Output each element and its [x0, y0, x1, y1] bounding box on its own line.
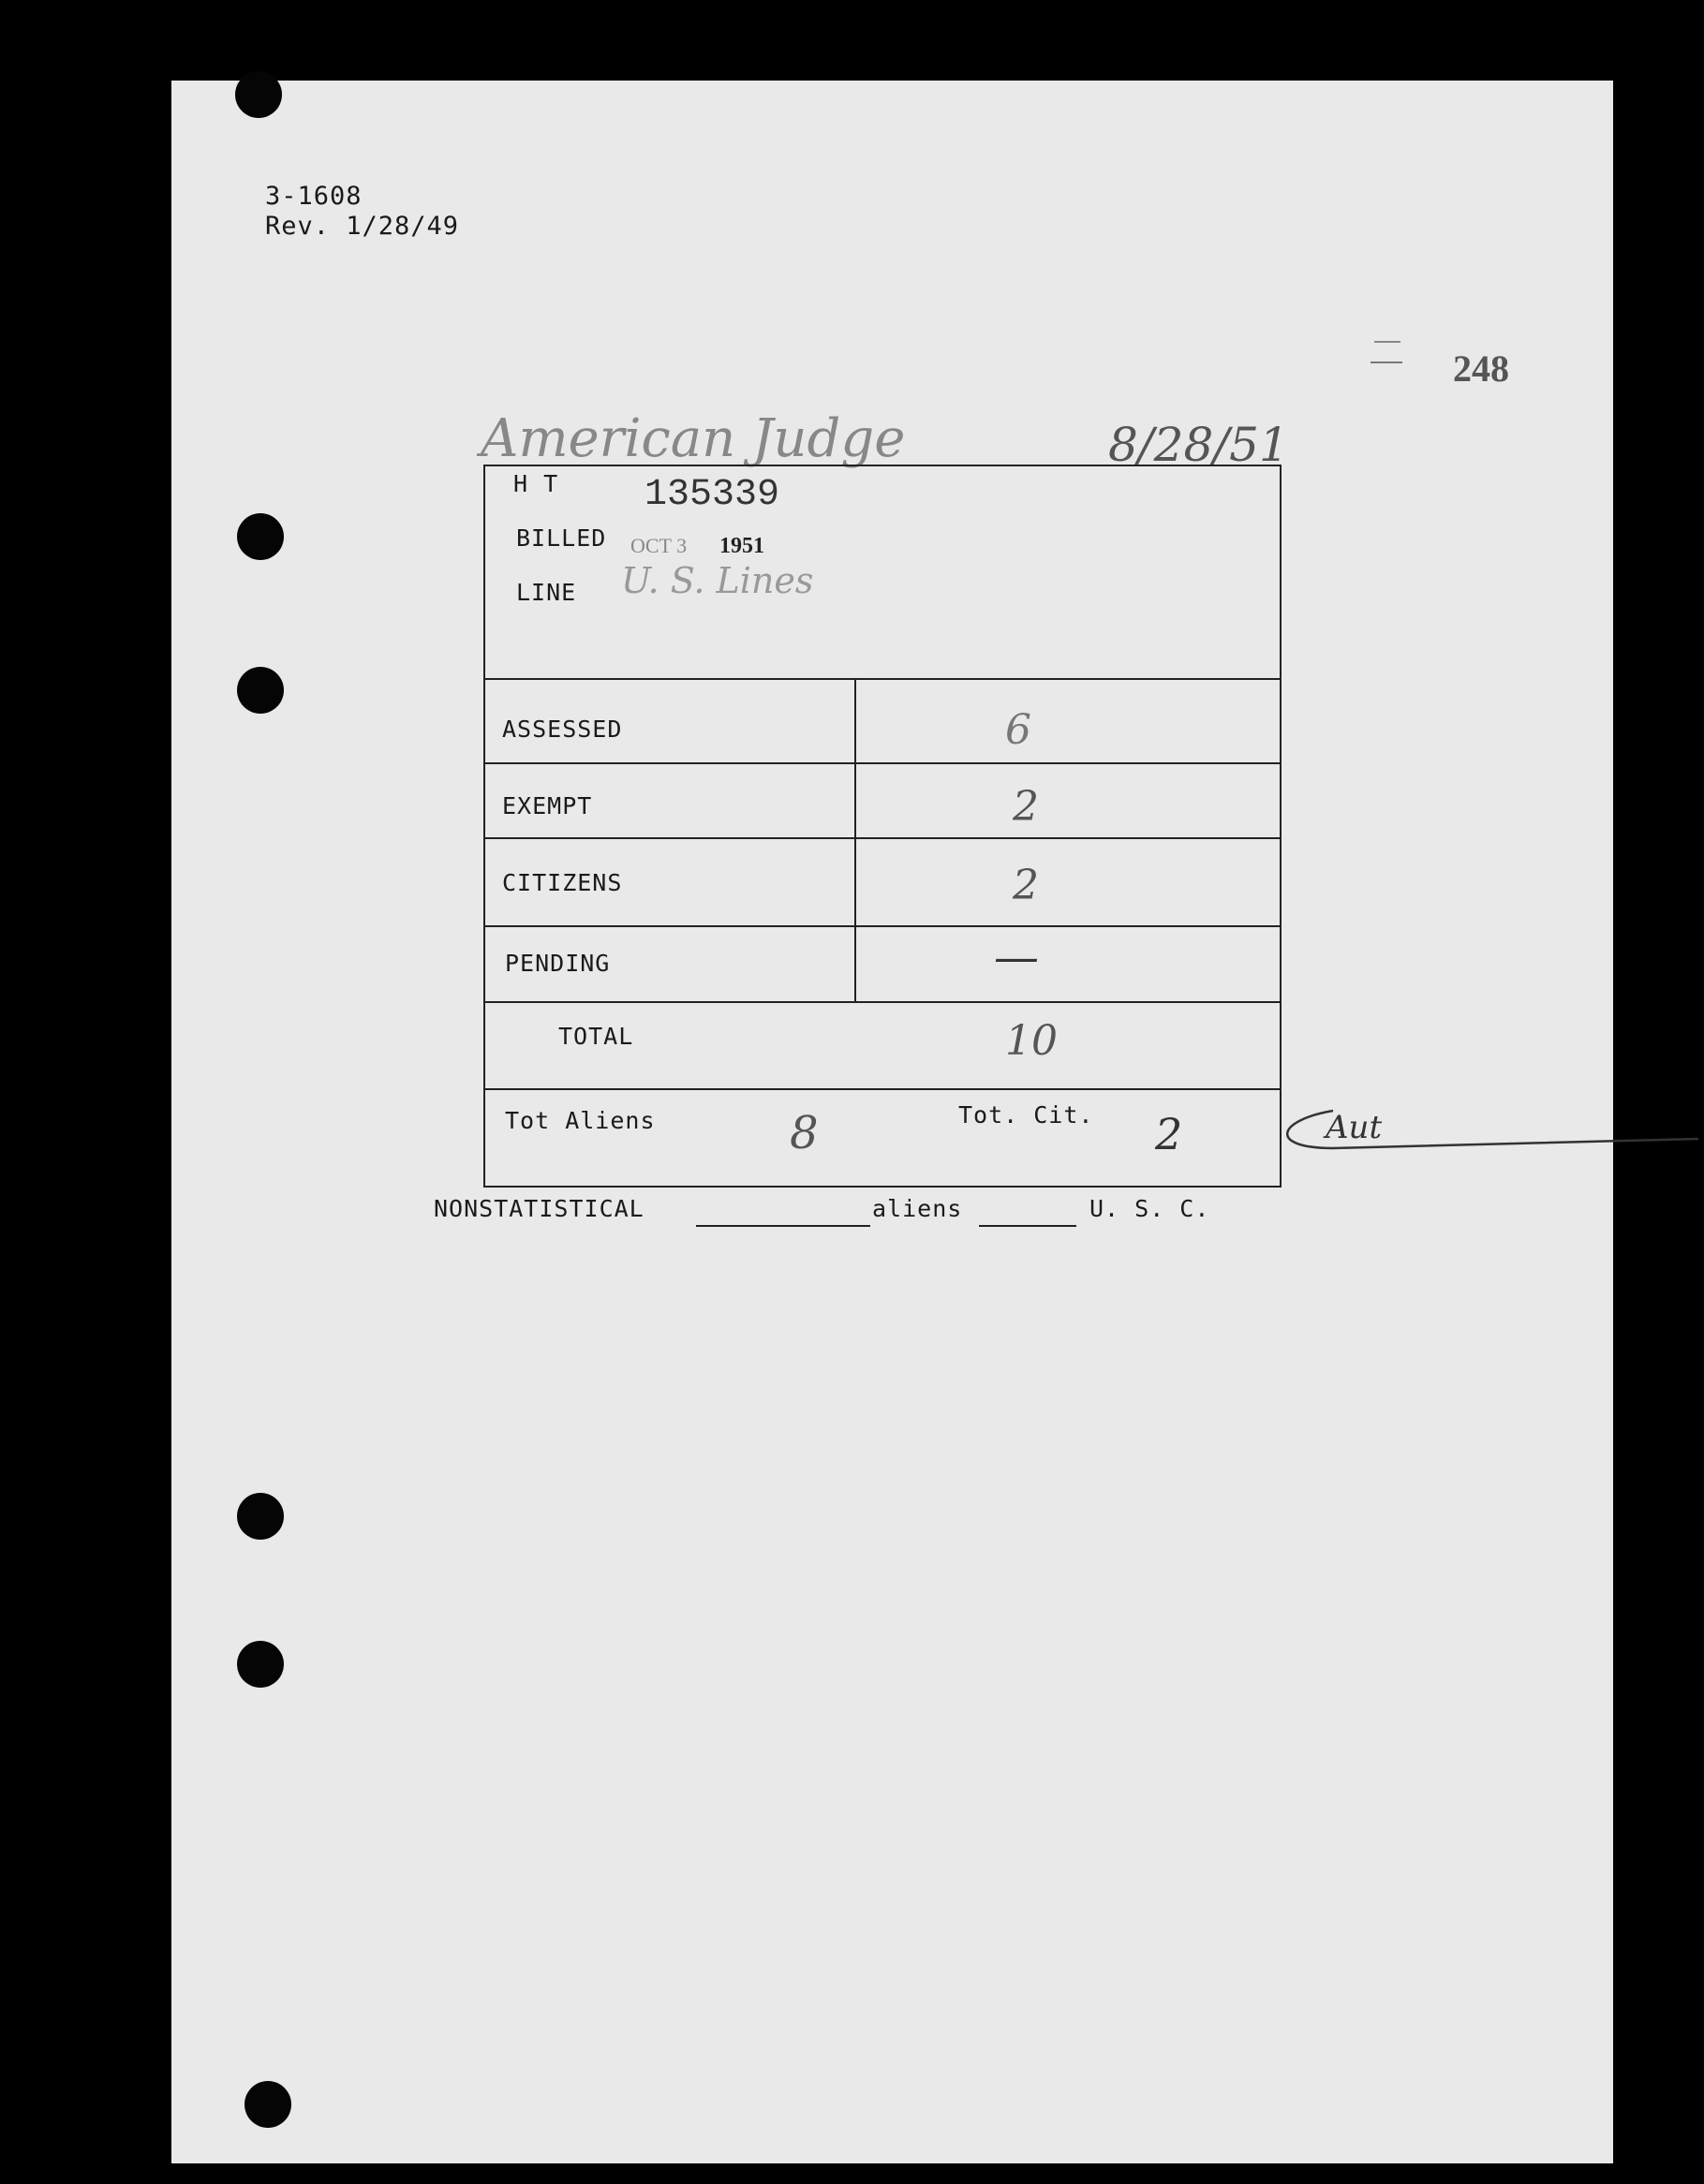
punch-hole: [237, 1493, 284, 1540]
total-value: 10: [1005, 1017, 1058, 1065]
row-value-pending: —: [994, 931, 1039, 983]
row-value-exempt: 2: [1013, 783, 1039, 831]
page-number-marks: [1371, 362, 1402, 363]
tot-cit-value: 2: [1155, 1109, 1183, 1159]
table-rule: [483, 837, 1282, 839]
aliens-label: aliens: [872, 1195, 963, 1222]
line-handwritten: U. S. Lines: [621, 560, 814, 601]
billed-stamp-date: OCT 3: [630, 534, 688, 557]
punch-hole: [235, 71, 282, 118]
table-column-divider: [854, 680, 856, 1001]
row-value-citizens: 2: [1013, 862, 1039, 909]
form-revision: Rev. 1/28/49: [265, 212, 460, 241]
form-number: 3-1608: [265, 182, 363, 211]
tot-aliens-label: Tot Aliens: [505, 1107, 656, 1134]
row-value-assessed: 6: [1005, 706, 1031, 754]
vessel-name-handwritten: American Judge: [481, 408, 906, 469]
punch-hole: [237, 667, 284, 714]
table-rule: [483, 762, 1282, 764]
signature-stroke: [1258, 1101, 1704, 1167]
tot-aliens-value: 8: [790, 1107, 819, 1159]
ht-label: H T: [513, 470, 559, 497]
row-label-assessed: ASSESSED: [502, 716, 623, 743]
ht-number: 135339: [645, 474, 780, 516]
document-page: [171, 81, 1613, 2163]
date-handwritten: 8/28/51: [1108, 418, 1289, 472]
total-label: TOTAL: [558, 1023, 634, 1050]
usc-label: U. S. C.: [1089, 1195, 1210, 1222]
table-rule: [483, 1088, 1282, 1090]
punch-hole: [237, 1641, 284, 1688]
punch-hole: [237, 513, 284, 560]
punch-hole: [244, 2081, 291, 2128]
initials-signature: Aut: [1326, 1109, 1383, 1146]
billing-table: [483, 465, 1282, 1188]
row-label-pending: PENDING: [505, 950, 611, 977]
table-rule: [483, 1001, 1282, 1003]
tot-cit-label: Tot. Cit.: [958, 1101, 1094, 1129]
nonstatistical-label: NONSTATISTICAL: [434, 1195, 645, 1222]
row-label-citizens: CITIZENS: [502, 869, 623, 896]
table-rule: [483, 925, 1282, 927]
billed-label: BILLED: [516, 524, 607, 552]
billed-stamp-year: 1951: [719, 534, 764, 558]
line-label: LINE: [516, 579, 577, 606]
aliens-blank: [979, 1225, 1076, 1227]
page-number: 248: [1453, 347, 1509, 390]
page-number-marks: [1374, 341, 1400, 343]
row-label-exempt: EXEMPT: [502, 792, 593, 819]
nonstatistical-blank: [696, 1225, 870, 1227]
table-rule: [483, 678, 1282, 680]
